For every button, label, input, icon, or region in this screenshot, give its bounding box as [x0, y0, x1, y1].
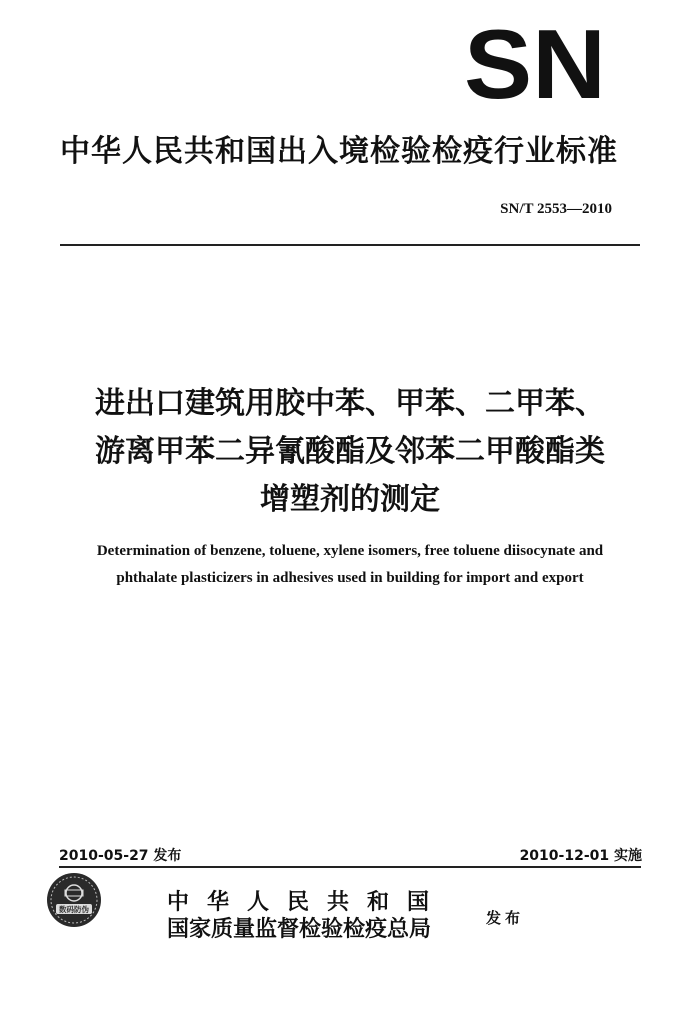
header-divider [60, 244, 640, 246]
sn-logo-mark [463, 26, 608, 104]
sn-logo-text: SN [464, 26, 606, 104]
publication-date: 2010-05-27 发布 [59, 848, 182, 864]
english-title [60, 538, 640, 592]
chinese-title [60, 380, 640, 524]
english-title-line: phthalate plasticizers in adhesives used in building for import and export [116, 570, 584, 586]
footer-divider [59, 866, 641, 868]
english-title-line: Determination of benzene, toluene, xylene isomers, free toluene diisocynate and [96, 543, 604, 559]
chinese-title-line: 进出口建筑用胶中苯、甲苯、二甲苯、 [95, 386, 605, 421]
sn-logo [463, 26, 608, 104]
implementation-date: 2010-12-01 实施 [519, 848, 642, 864]
anti-counterfeit-seal-icon [45, 871, 103, 929]
seal-text: 数码防伪 [59, 905, 89, 914]
standard-code: SN/T 2553—2010 [500, 201, 612, 217]
issue-label: 发布 [486, 909, 525, 927]
chinese-title-line: 增塑剂的测定 [260, 482, 440, 517]
issuer-agency: 国家质量监督检验检疫总局 [167, 916, 432, 942]
issuer-country: 中华人民共和国 [167, 889, 448, 915]
chinese-title-line: 游离甲苯二异氰酸酯及邻苯二甲酸酯类 [95, 434, 605, 469]
issuing-authority-title: 中华人民共和国出入境检验检疫行业标准 [60, 134, 618, 169]
